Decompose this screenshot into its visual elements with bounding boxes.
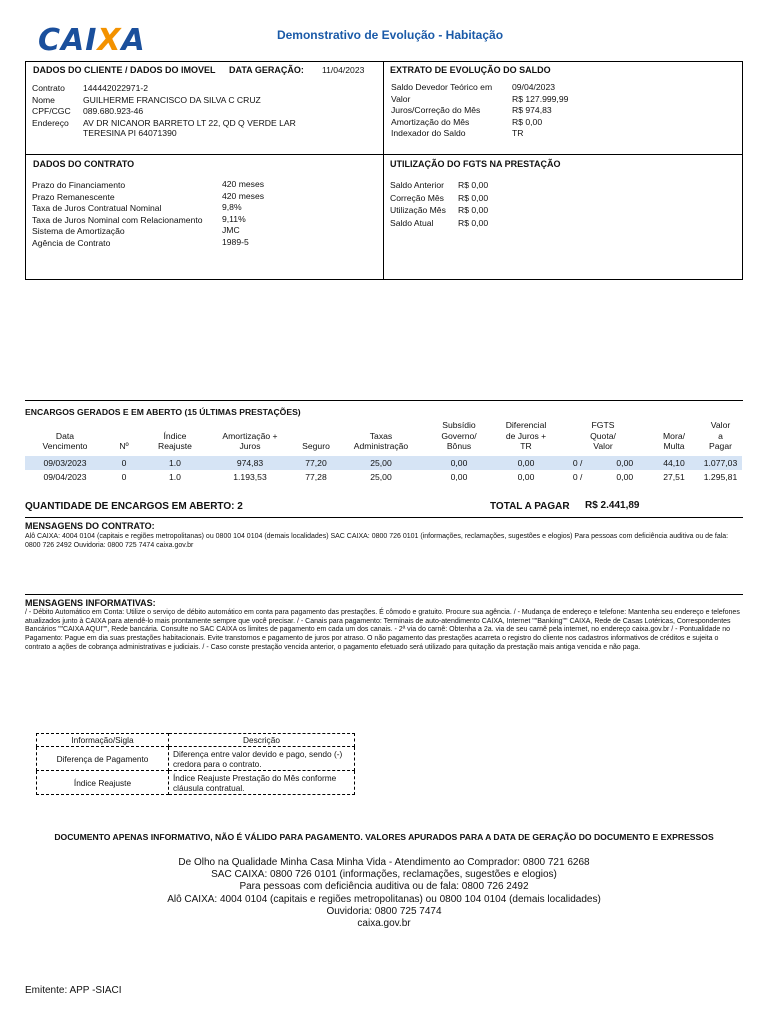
balance-value: R$ 127.999,99 xyxy=(512,93,569,104)
total-value: R$ 2.441,89 xyxy=(585,500,640,511)
contact-line: caixa.gov.br xyxy=(357,918,411,930)
col-vencimento: Data Vencimento xyxy=(42,430,88,451)
informative-notice: DOCUMENTO APENAS INFORMATIVO, NÃO É VÁLIDO PARA PAGAMENTO. VALORES APURADOS PARA A DATA DE GERAÇÃO DO DOCUMENTO E EXPRESSOS xyxy=(54,832,714,842)
generation-date-label: DATA GERAÇÃO: xyxy=(229,65,304,75)
balance-value: 09/04/2023 xyxy=(512,82,556,92)
cell-mora: 44,10 xyxy=(649,456,699,470)
glossary-sigla: Índice Reajuste xyxy=(37,771,169,795)
open-charges-label: QUANTIDADE DE ENCARGOS EM ABERTO: xyxy=(25,501,235,512)
contract-label: Agência de Contrato xyxy=(32,237,111,248)
glossary-header-sigla: Informação/Sigla xyxy=(37,734,169,747)
label-endereco: Endereço xyxy=(32,117,69,128)
caixa-logo: CAIXA xyxy=(38,23,146,58)
cell-vencimento: 09/04/2023 xyxy=(43,471,87,482)
cell-subsidio: 0,00 xyxy=(450,471,468,482)
balance-label: Indexador do Saldo xyxy=(391,128,466,138)
cell-fgts: 0 / 0,00 xyxy=(557,456,649,470)
balance-label: Juros/Correção do Mês xyxy=(391,105,481,115)
balance-value: TR xyxy=(512,128,524,138)
cell-indice: 1.0 xyxy=(169,471,181,482)
client-values xyxy=(83,83,296,140)
label-cpf: CPF/CGC xyxy=(32,106,71,116)
client-section-title: DADOS DO CLIENTE / DADOS DO IMOVEL xyxy=(33,65,216,75)
fgts-value: R$ 0,00 xyxy=(458,205,489,216)
balance-label: Amortização do Mês xyxy=(391,116,470,127)
contract-number: 144442022971-2 xyxy=(83,83,148,93)
col-seguro: Seguro xyxy=(302,441,330,451)
contract-label: Taxa de Juros Contratual Nominal xyxy=(32,203,162,213)
cell-taxas: 25,00 xyxy=(339,456,423,470)
label-nome: Nome xyxy=(32,94,55,105)
table-row xyxy=(37,747,355,771)
contract-value: 9,11% xyxy=(222,213,246,224)
contract-value: 420 meses xyxy=(222,190,265,201)
info-messages-title: MENSAGENS INFORMATIVAS: xyxy=(25,598,156,608)
col-fgts: FGTS Quota/ Valor xyxy=(590,420,616,451)
contract-value: JMC xyxy=(222,225,240,235)
issuer: Emitente: APP -SIACI xyxy=(25,985,122,996)
glossary-table xyxy=(36,733,355,795)
fgts-labels xyxy=(390,179,446,229)
cell-fgts: 0 / 0,00 xyxy=(572,471,634,482)
client-address-line1: AV DR NICANOR BARRETO LT 22, QD Q VERDE LAR xyxy=(83,117,296,128)
cell-mora: 27,51 xyxy=(663,471,685,482)
table-row xyxy=(25,456,742,470)
contract-value: 9,8% xyxy=(222,202,242,212)
contact-line: De Olho na Qualidade Minha Casa Minha Vida - Atendimento ao Comprador: 0800 721 6268 xyxy=(178,857,590,868)
balance-label: Valor xyxy=(391,93,411,104)
col-subsidio: Subsídio Governo/ Bônus xyxy=(441,420,477,451)
contract-value: 420 meses xyxy=(222,179,265,189)
total-label: TOTAL A PAGAR xyxy=(490,501,570,512)
cell-amortizacao: 974,83 xyxy=(207,456,293,470)
contact-line: SAC CAIXA: 0800 726 0101 (informações, reclamações, sugestões e elogios) xyxy=(211,869,557,881)
fgts-label: Saldo Atual xyxy=(390,217,434,228)
client-name: GUILHERME FRANCISCO DA SILVA C CRUZ xyxy=(83,94,261,105)
cell-subsidio: 0,00 xyxy=(423,456,495,470)
glossary-header-descricao: Descrição xyxy=(169,734,355,747)
client-labels xyxy=(32,83,71,129)
service-contacts xyxy=(0,857,768,930)
col-diferencial: Diferencial de Juros + TR xyxy=(505,420,547,451)
generation-date: 11/04/2023 xyxy=(322,65,365,75)
contract-values xyxy=(222,179,264,248)
fgts-value: R$ 0,00 xyxy=(458,192,489,203)
label-contrato: Contrato xyxy=(32,83,65,93)
col-taxas: Taxas Administração xyxy=(353,430,409,451)
fgts-label: Saldo Anterior xyxy=(390,180,444,190)
contract-labels xyxy=(32,180,203,249)
cell-valor: 1.077,03 xyxy=(699,456,742,470)
encargos-top-rule xyxy=(25,400,743,401)
open-charges-count xyxy=(25,501,243,512)
client-address-line2: TERESINA PI 64071390 xyxy=(83,128,177,138)
contact-line: Para pessoas com deficiência auditiva ou de fala: 0800 726 2492 xyxy=(239,881,529,893)
cell-taxas: 25,00 xyxy=(370,471,392,482)
col-numero: Nº xyxy=(119,441,129,451)
info-messages-rule xyxy=(25,594,743,595)
encargos-table xyxy=(25,420,742,484)
cell-vencimento: 09/03/2023 xyxy=(25,456,105,470)
cell-numero: 0 xyxy=(121,471,127,482)
document-title: Demonstrativo de Evolução - Habitação xyxy=(276,28,504,42)
cell-diferencial: 0,00 xyxy=(517,471,535,482)
col-valor: Valor a Pagar xyxy=(709,420,732,451)
col-indice: Índice Reajuste xyxy=(158,430,192,451)
contract-messages-text: Alô CAIXA: 4004 0104 (capitais e regiões metropolitanas) ou 0800 104 0104 (demais localidades) SAC CAIXA: 0800 726 0101 (informações, reclamações, sugestões e elogios) Para pessoas com deficiência auditiva ou de fala: 0800 726 2492 Ouvidoria: 0800 725 7474 caixa.gov.br xyxy=(25,533,729,549)
balance-values xyxy=(512,82,568,140)
balance-value: R$ 0,00 xyxy=(512,116,543,127)
encargos-title: ENCARGOS GERADOS E EM ABERTO (15 ÚLTIMAS PRESTAÇÕES) xyxy=(25,407,301,417)
fgts-value: R$ 0,00 xyxy=(458,217,489,228)
contract-messages-title: MENSAGENS DO CONTRATO: xyxy=(25,521,155,531)
cell-diferencial: 0,00 xyxy=(495,456,557,470)
contract-label: Prazo do Financiamento xyxy=(32,180,126,190)
balance-label: Saldo Devedor Teórico em xyxy=(391,82,493,92)
cell-indice: 1.0 xyxy=(143,456,207,470)
balance-section-title: EXTRATO DE EVOLUÇÃO DO SALDO xyxy=(390,65,551,75)
glossary-header-row xyxy=(37,734,355,747)
cell-valor: 1.295,81 xyxy=(703,471,738,482)
fgts-value: R$ 0,00 xyxy=(458,180,489,190)
open-charges-value: 2 xyxy=(237,501,243,512)
contact-line: Ouvidoria: 0800 725 7474 xyxy=(326,905,442,917)
glossary-sigla: Diferença de Pagamento xyxy=(37,747,169,771)
table-row xyxy=(37,771,355,795)
fgts-label: Correção Mês xyxy=(390,192,444,203)
fgts-section-title: UTILIZAÇÃO DO FGTS NA PRESTAÇÃO xyxy=(390,159,561,169)
contract-section-title: DADOS DO CONTRATO xyxy=(33,159,135,169)
col-mora: Mora/ Multa xyxy=(663,430,685,451)
cell-seguro: 77,20 xyxy=(293,456,339,470)
fgts-values xyxy=(458,179,488,229)
table-row xyxy=(25,470,742,484)
contract-label: Sistema de Amortização xyxy=(32,226,125,236)
cell-seguro: 77,28 xyxy=(305,471,327,482)
balance-value: R$ 974,83 xyxy=(512,105,552,115)
contact-line: Alô CAIXA: 4004 0104 (capitais e regiões metropolitanas) ou 0800 104 0104 (demais localidades) xyxy=(167,893,601,905)
encargos-header-row xyxy=(25,420,742,456)
fgts-label: Utilização Mês xyxy=(390,205,446,216)
glossary-descricao: Diferença entre valor devido e pago, sendo (-) credora para o contrato. xyxy=(169,747,355,771)
col-amortizacao: Amortização + Juros xyxy=(222,430,278,451)
contract-label: Taxa de Juros Nominal com Relacionamento xyxy=(32,214,203,225)
contract-messages-rule xyxy=(25,517,743,518)
cell-numero: 0 xyxy=(105,456,143,470)
balance-labels xyxy=(391,82,492,140)
contract-label: Prazo Remanescente xyxy=(32,191,115,202)
contract-value: 1989-5 xyxy=(222,236,249,247)
glossary-descricao: Índice Reajuste Prestação do Mês conforme cláusula contratual. xyxy=(169,771,355,795)
info-messages-text: / - Débito Automático em Conta: Utilize o serviço de débito automático em conta para pagamento das prestações. É cômodo e gratuito. Procure sua agência. / - Mudança de endereço e telefone: Mantenha seu endereço e telefones atualizados junto à CAIXA para atendê-lo mais prontamente sempre que você precisar. / - Canais para pagamento: Terminais de auto-atendimento CAIXA, Internet ""Banking"" CAIXA, Rede de Casas Lotéricas, Correspondentes Bancários ""CAIXA AQUI"", Rede bancária. Consulte no SAC CAIXA os limites de pagamento em cada um dos canais. - 2ª via do carnê: Obtenha a 2a. via de seu carnê pela internet, no endereço caixa.gov.br / - Pontualidade no Pagamento: Pague em dia suas prestações habitacionais. Evite transtornos e pagamento de juros por atraso. O não pagamento das prestações acarreta o registro do cliente nos cadastros informativos de créditos e sujeita o contrato a ações de cobrança administrativas e judiciais. / - Caso conste prestação vencida anterior, o pagamento efetuado será utilizado para quitação da prestação mais antiga vencida e não paga. xyxy=(25,609,740,651)
client-cpf: 089.680.923-46 xyxy=(83,106,144,116)
cell-amortizacao: 1.193,53 xyxy=(233,471,267,482)
